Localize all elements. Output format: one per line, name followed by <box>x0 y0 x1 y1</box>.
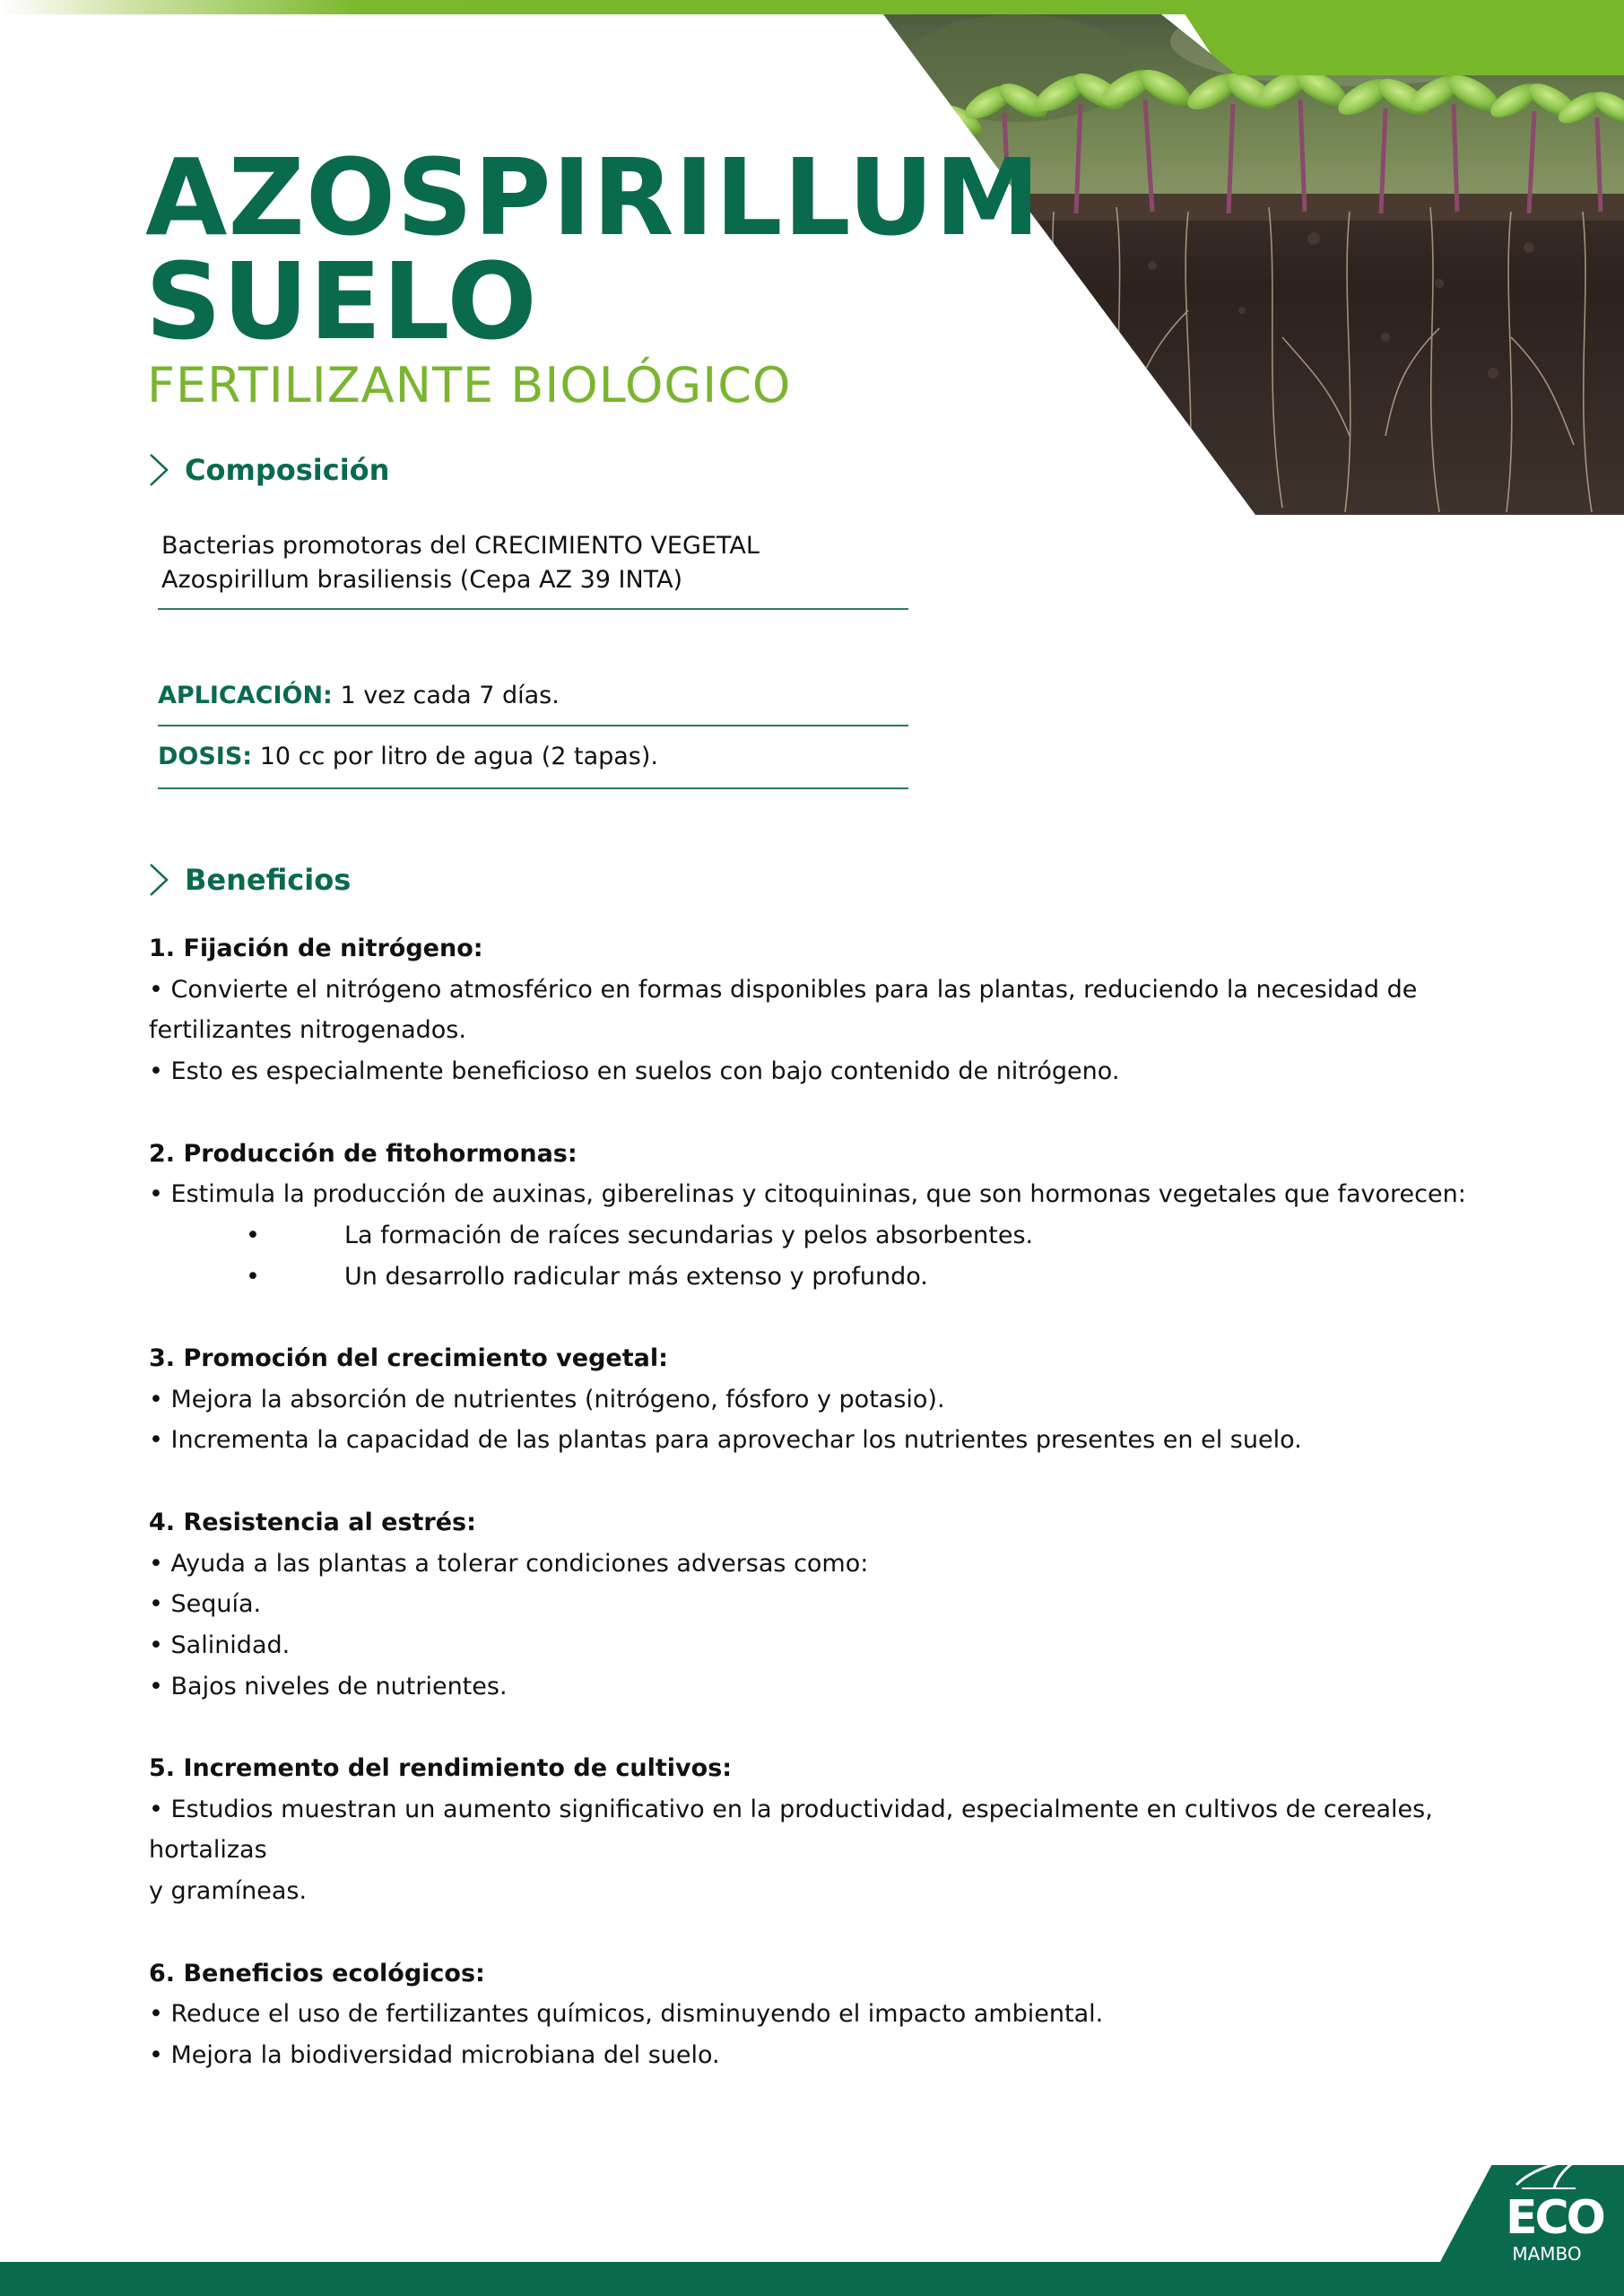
composicion-heading <box>145 451 389 489</box>
beneficio-5-p1a: • Estudios muestran un aumento significativo en la productividad, especialmente en cultivos de cereales, hortalizas <box>149 1795 1433 1865</box>
chevron-right-icon <box>145 861 172 899</box>
beneficio-5-p1b: y gramíneas. <box>149 1877 308 1906</box>
beneficios-heading <box>145 861 351 899</box>
product-title <box>145 135 1041 363</box>
ecomambo-logo <box>1506 2158 1603 2283</box>
beneficio-2-title: 2. Producción de fitohormonas: <box>149 1139 578 1168</box>
composicion-text <box>161 529 897 597</box>
beneficio-6 <box>149 1953 1512 2076</box>
beneficios-list <box>149 928 1512 2117</box>
aplicacion-row <box>158 682 560 709</box>
beneficio-4-p2: • Sequía. <box>149 1590 262 1619</box>
aplicacion-label: APLICACIÓN: <box>158 682 333 709</box>
beneficio-4-p1: • Ayuda a las plantas a tolerar condiciones adversas como: <box>149 1549 869 1578</box>
composicion-line2: Azospirillum brasiliensis (Cepa AZ 39 INTA) <box>161 566 683 594</box>
beneficio-5-title: 5. Incremento del rendimiento de cultivos: <box>149 1754 733 1782</box>
beneficio-1-num: 1 <box>149 935 166 962</box>
bullet: • <box>246 1262 260 1291</box>
composicion-heading-label: Composición <box>185 453 390 487</box>
product-title-line1: AZOSPIRILLUM <box>145 135 1041 259</box>
chevron-right-icon <box>145 451 172 489</box>
beneficio-1 <box>149 928 1512 1092</box>
beneficio-3-title: 3. Promoción del crecimiento vegetal: <box>149 1344 668 1372</box>
beneficio-3 <box>149 1338 1512 1461</box>
beneficio-2 <box>149 1134 1512 1298</box>
beneficio-2-sub2-text: Un desarrollo radicular más extenso y profundo. <box>344 1262 928 1291</box>
beneficio-1-p1a: • Convierte el nitrógeno atmosférico en formas disponibles para las plantas, reduciendo la necesidad de <box>149 975 1418 1004</box>
beneficio-4-p3: • Salinidad. <box>149 1631 291 1659</box>
dosis-row <box>158 743 658 770</box>
aplicacion-value: 1 vez cada 7 días. <box>332 682 560 709</box>
bottom-bar <box>0 2262 1624 2296</box>
beneficio-2-p1: • Estimula la producción de auxinas, giberelinas y citoquininas, que son hormonas vegetales que favorecen: <box>149 1180 1466 1209</box>
top-right-accent-tab <box>1176 0 1624 75</box>
beneficio-4-p4: • Bajos niveles de nutrientes. <box>149 1672 508 1700</box>
beneficio-5 <box>149 1748 1512 1912</box>
leaf-swoosh-icon <box>1513 2158 1581 2190</box>
logo-eco-text: ECO <box>1506 2191 1603 2245</box>
beneficio-4-title: 4. Resistencia al estrés: <box>149 1508 476 1536</box>
beneficio-2-sub1-text: La formación de raíces secundarias y pelos absorbentes. <box>344 1221 1034 1249</box>
divider <box>158 725 908 726</box>
product-subtitle: FERTILIZANTE BIOLÓGICO <box>147 357 792 413</box>
beneficio-6-p2: • Mejora la biodiversidad microbiana del suelo. <box>149 2040 720 2069</box>
beneficio-3-p2: • Incrementa la capacidad de las plantas para aprovechar los nutrientes presentes en el suelo. <box>149 1426 1302 1455</box>
beneficio-1-title <box>149 928 1512 970</box>
beneficio-1-title-text: . Fijación de nitrógeno: <box>165 935 483 962</box>
beneficio-1-p2: • Esto es especialmente beneficioso en suelos con bajo contenido de nitrógeno. <box>149 1057 1120 1086</box>
logo-mambo-text: MAMBO <box>1512 2243 1582 2265</box>
dosis-label: DOSIS: <box>158 743 253 770</box>
dosis-value: 10 cc por litro de agua (2 tapas). <box>252 743 658 770</box>
divider <box>158 787 908 789</box>
beneficios-heading-label: Beneficios <box>185 863 352 897</box>
beneficio-2-sub1 <box>149 1215 1512 1257</box>
product-title-line2: SUELO <box>145 239 538 363</box>
composicion-line1: Bacterias promotoras del CRECIMIENTO VEGETAL <box>161 532 760 560</box>
beneficio-2-sub2 <box>149 1257 1512 1298</box>
beneficio-3-p1: • Mejora la absorción de nutrientes (nitrógeno, fósforo y potasio). <box>149 1385 945 1413</box>
beneficio-6-title: 6. Beneficios ecológicos: <box>149 1959 485 1987</box>
divider <box>158 608 908 610</box>
beneficio-6-p1: • Reduce el uso de fertilizantes químicos, disminuyendo el impacto ambiental. <box>149 2000 1104 2029</box>
beneficio-1-p1b: fertilizantes nitrogenados. <box>149 1016 466 1045</box>
bullet: • <box>246 1221 260 1249</box>
beneficio-4 <box>149 1502 1512 1708</box>
